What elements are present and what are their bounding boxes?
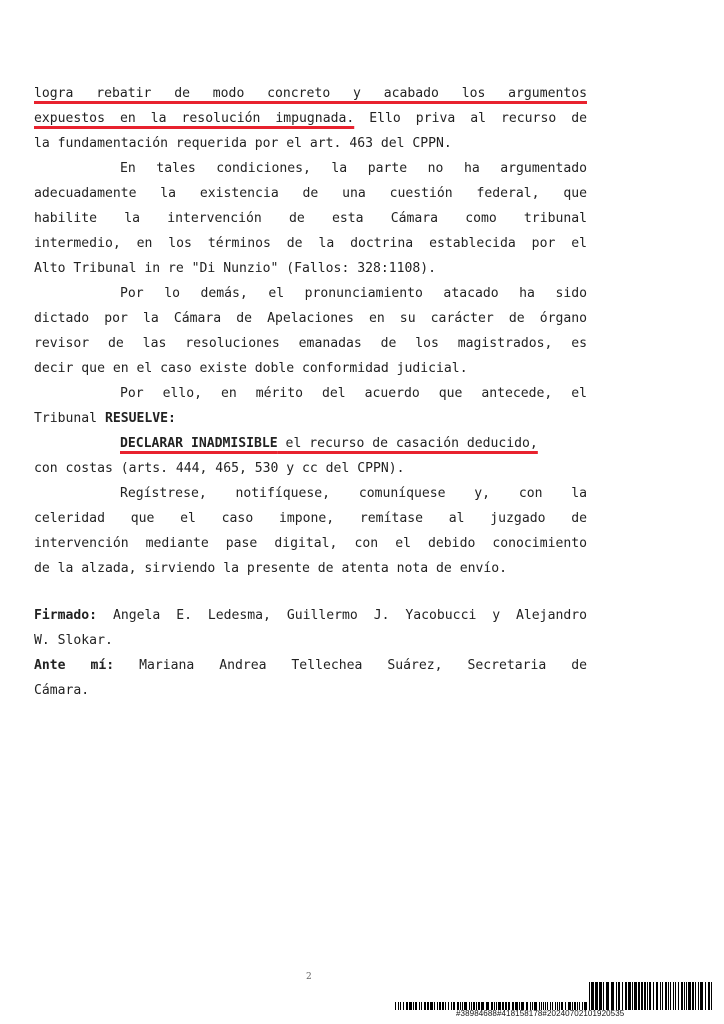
barcode-bar <box>708 982 710 1010</box>
barcode-bar <box>445 1002 446 1010</box>
paragraph-line: Por lo demás, el pronunciamiento atacado ha sido <box>120 286 587 301</box>
signature-line: Firmado: Angela E. Ledesma, Guillermo J. Yacobucci y Alejandro <box>34 608 587 623</box>
barcode-bar <box>403 1002 404 1010</box>
paragraph-line: habilite la intervención de esta Cámara como tribunal <box>34 211 587 226</box>
paragraph-line: celeridad que el caso impone, remítase al juzgado de <box>34 511 587 526</box>
barcode-bar <box>695 982 696 1010</box>
barcode-bar <box>632 982 633 1010</box>
barcode-bar <box>424 1002 426 1010</box>
barcode-bar <box>430 1002 433 1010</box>
barcode-bar <box>700 982 703 1010</box>
paragraph-line: con costas (arts. 444, 465, 530 y cc del CPPN). <box>34 461 405 476</box>
barcode-bar <box>675 982 676 1010</box>
paragraph-line: de la alzada, sirviendo la presente de atenta nota de envío. <box>34 561 507 576</box>
paragraph-line <box>34 85 587 103</box>
paragraph-line: intervención mediante pase digital, con el debido conocimiento <box>34 536 587 551</box>
barcode-bar <box>673 982 674 1010</box>
barcode-bar <box>453 1002 455 1010</box>
barcode-text: #38984688#418158178#20240702101920535 <box>456 1009 625 1018</box>
barcode-bar <box>638 982 640 1010</box>
barcode-bar <box>415 1002 417 1010</box>
barcode-bar <box>649 982 651 1010</box>
barcode-bar <box>400 1002 401 1010</box>
barcode-bar <box>439 1002 441 1010</box>
paragraph-line: la fundamentación requerida por el art. 463 del CPPN. <box>34 136 452 151</box>
barcode-bar <box>622 982 623 1010</box>
paragraph-line: revisor de las resoluciones emanadas de los magistrados, es <box>34 336 587 351</box>
barcode-bar <box>662 982 663 1010</box>
barcode-bar <box>711 982 712 1010</box>
signature-line: Ante mí: Mariana Andrea Tellechea Suárez, Secretaria de <box>34 658 587 673</box>
paragraph-line: intermedio, en los términos de la doctrina establecida por el <box>34 236 587 251</box>
barcode-bar <box>595 982 598 1010</box>
barcode-bar <box>668 982 669 1010</box>
barcode-bar <box>686 982 687 1010</box>
paragraph-line: expuestos en la resolución impugnada. Ello priva al recurso de <box>34 111 587 126</box>
barcode-bar <box>395 1002 396 1010</box>
barcode-bar <box>591 982 594 1010</box>
highlighted-text: expuestos en la resolución impugnada. <box>34 111 355 126</box>
barcode-bar <box>606 982 609 1010</box>
highlighted-text: logra rebatir de modo concreto y acabado los argumentos <box>34 86 587 101</box>
paragraph-line: En tales condiciones, la parte no ha argumentado <box>120 161 587 176</box>
barcode-bar <box>413 1002 414 1010</box>
barcode-bar <box>705 982 706 1010</box>
barcode-bar <box>421 1002 422 1010</box>
paragraph-line <box>34 435 587 453</box>
barcode-bar <box>670 982 671 1010</box>
barcode-bar <box>656 982 658 1010</box>
ruling-text: DECLARAR INADMISIBLE el recurso de casación deducido, <box>120 436 538 451</box>
barcode-bar <box>451 1002 452 1010</box>
barcode-bar <box>427 1002 429 1010</box>
barcode-bar <box>618 982 620 1010</box>
paragraph-line: adecuadamente la existencia de una cuestión federal, que <box>34 186 587 201</box>
barcode-bar <box>599 982 602 1010</box>
paragraph-line: Alto Tribunal in re "Di Nunzio" (Fallos: 328:1108). <box>34 261 437 276</box>
paragraph-line: Tribunal RESUELVE: <box>34 411 176 426</box>
barcode-bar <box>616 982 617 1010</box>
barcode-bar <box>641 982 643 1010</box>
barcode-bar <box>437 1002 438 1010</box>
barcode-bar <box>611 982 614 1010</box>
signature-line: Cámara. <box>34 683 90 698</box>
paragraph-line: Por ello, en mérito del acuerdo que antecede, el <box>120 386 587 401</box>
barcode-bar <box>419 1002 420 1010</box>
page-number: 2 <box>306 972 312 982</box>
barcode-bar <box>647 982 648 1010</box>
barcode-bar <box>448 1002 449 1010</box>
paragraph-line: decir que en el caso existe doble conformidad judicial. <box>34 361 468 376</box>
barcode-bar <box>660 982 661 1010</box>
barcode-bar <box>589 982 590 1010</box>
barcode-bar <box>681 982 683 1010</box>
barcode-bar <box>398 1002 399 1010</box>
barcode-bar <box>634 982 637 1010</box>
barcode-bar <box>628 982 631 1010</box>
barcode-bar <box>684 982 685 1010</box>
barcode-bar <box>434 1002 435 1010</box>
signature-line: W. Slokar. <box>34 633 113 648</box>
paragraph-line: Regístrese, notifíquese, comuníquese y, con la <box>120 486 587 501</box>
barcode-bar <box>678 982 679 1010</box>
barcode-bar <box>653 982 654 1010</box>
barcode <box>395 982 715 1010</box>
barcode-bar <box>625 982 627 1010</box>
paragraph-line: dictado por la Cámara de Apelaciones en su carácter de órgano <box>34 311 587 326</box>
barcode-bar <box>406 1002 408 1010</box>
barcode-bar <box>603 982 604 1010</box>
resolve-heading: RESUELVE: <box>104 411 176 426</box>
barcode-bar <box>692 982 694 1010</box>
barcode-bar <box>442 1002 444 1010</box>
barcode-bar <box>665 982 667 1010</box>
barcode-bar <box>409 1002 412 1010</box>
barcode-bar <box>698 982 699 1010</box>
barcode-bar <box>644 982 646 1010</box>
barcode-bar <box>688 982 691 1010</box>
